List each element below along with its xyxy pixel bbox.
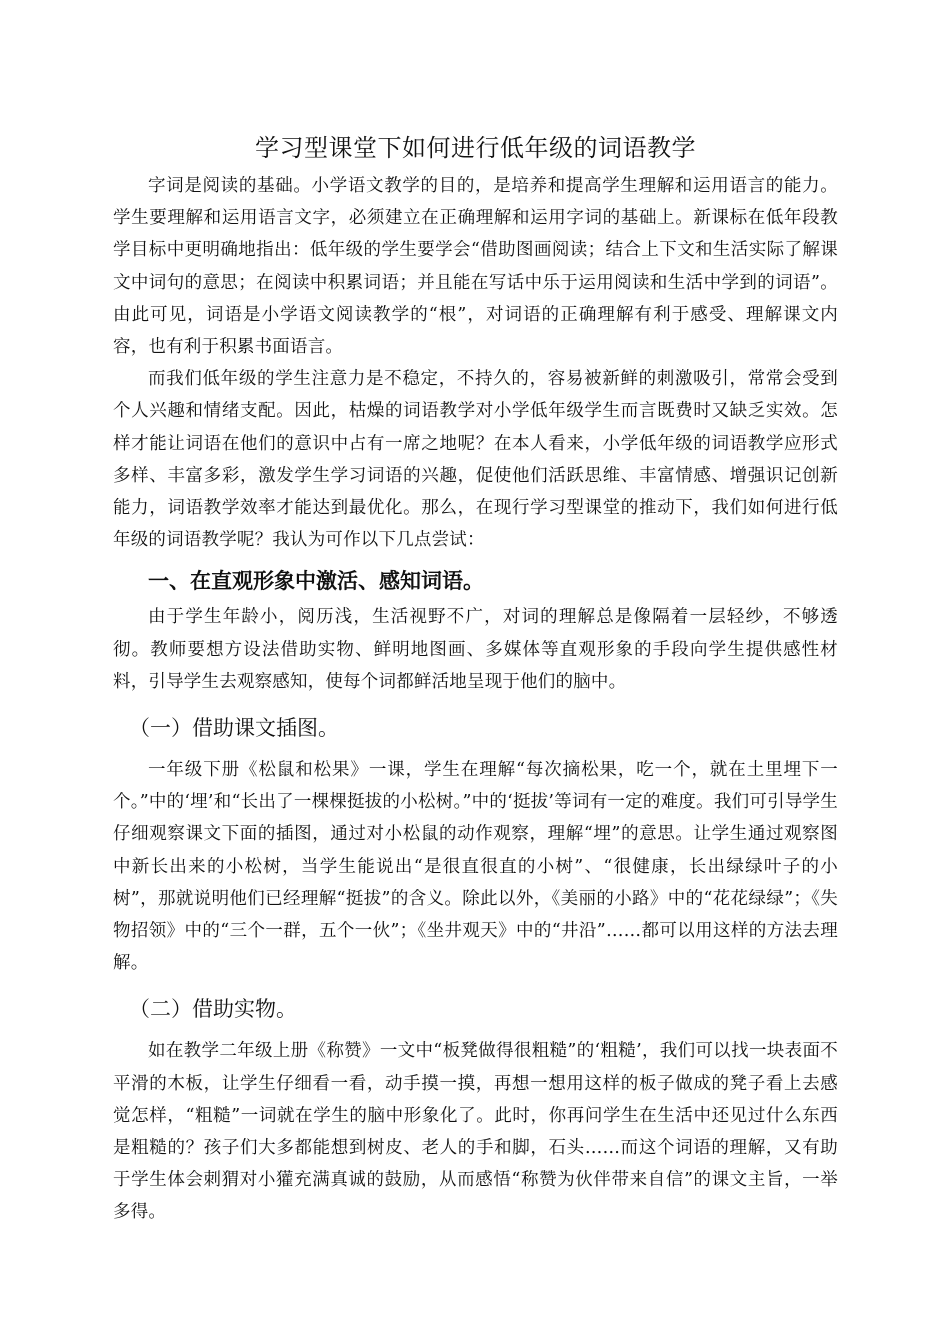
document-title: 学习型课堂下如何进行低年级的词语教学	[255, 134, 696, 162]
subsection-1-paragraph: 一年级下册《松鼠和松果》一课，学生在理解“每次摘松果，吃一个，就在土里埋下一个。”中的‘埋’和“长出了一棵棵挺拔的小松树。”中的‘挺拔’等词有一定的难度。我们可引导学生仔细观察课文下面的插图，通过对小松鼠的动作观察，理解“埋”的意思。让学生通过观察图中新长出来的小松树，当学生能说出“是很直很直的小树”、“很健康，长出绿绿叶子的小树”，那就说明他们已经理解“挺拔”的含义。除此以外，《美丽的小路》中的“花花绿绿”；《失物招领》中的“三个一群，五个一伙”；《坐井观天》中的“井沿”……都可以用这样的方法去理解。	[113, 760, 838, 974]
intro-paragraph-2: 而我们低年级的学生注意力是不稳定，不持久的，容易被新鲜的刺激吸引，常常会受到个人兴趣和情绪支配。因此，枯燥的词语教学对小学低年级学生而言既费时又缺乏实效。怎样才能让词语在他们的意识中占有一席之地呢？在本人看来，小学低年级的词语教学应形式多样、丰富多彩，激发学生学习词语的兴趣，促使他们活跃思维、丰富情感、增强识记创新能力，词语教学效率才能达到最优化。那么，在现行学习型课堂的推动下，我们如何进行低年级的词语教学呢？我认为可作以下几点尝试：	[113, 369, 838, 551]
subsection-2-heading: （二）借助实物。	[129, 997, 297, 1022]
intro-paragraph-1: 字词是阅读的基础。小学语文教学的目的，是培养和提高学生理解和运用语言的能力。学生要理解和运用语言文字，必须建立在正确理解和运用字词的基础上。新课标在低年段教学目标中更明确地指出：低年级的学生要学会“借助图画阅读；结合上下文和生活实际了解课文中词句的意思；在阅读中积累词语；并且能在写话中乐于运用阅读和生活中学到的词语”。由此可见，词语是小学语文阅读教学的“根”，对词语的正确理解有利于感受、理解课文内容，也有利于积累书面语言。	[113, 176, 838, 358]
subsection-1-heading: （一）借助课文插图。	[129, 716, 339, 741]
section-1-paragraph: 由于学生年龄小，阅历浅，生活视野不广，对词的理解总是像隔着一层轻纱，不够透彻。教师要想方设法借助实物、鲜明地图画、多媒体等直观形象的手段向学生提供感性材料，引导学生去观察感知，使每个词都鲜活地呈现于他们的脑中。	[113, 607, 838, 692]
subsection-2-paragraph: 如在教学二年级上册《称赞》一文中“板凳做得很粗糙”的‘粗糙’，我们可以找一块表面不平滑的木板，让学生仔细看一看，动手摸一摸，再想一想用这样的板子做成的凳子看上去感觉怎样，“粗糙”一词就在学生的脑中形象化了。此时，你再问学生在生活中还见过什么东西是粗糙的？孩子们大多都能想到树皮、老人的手和脚，石头……而这个词语的理解，又有助于学生体会刺猬对小獾充满真诚的鼓励，从而感悟“称赞为伙伴带来自信”的课文主旨，一举多得。	[113, 1041, 838, 1223]
section-1-heading: 一、在直观形象中激活、感知词语。	[148, 569, 484, 594]
document-page	[113, 128, 838, 1229]
